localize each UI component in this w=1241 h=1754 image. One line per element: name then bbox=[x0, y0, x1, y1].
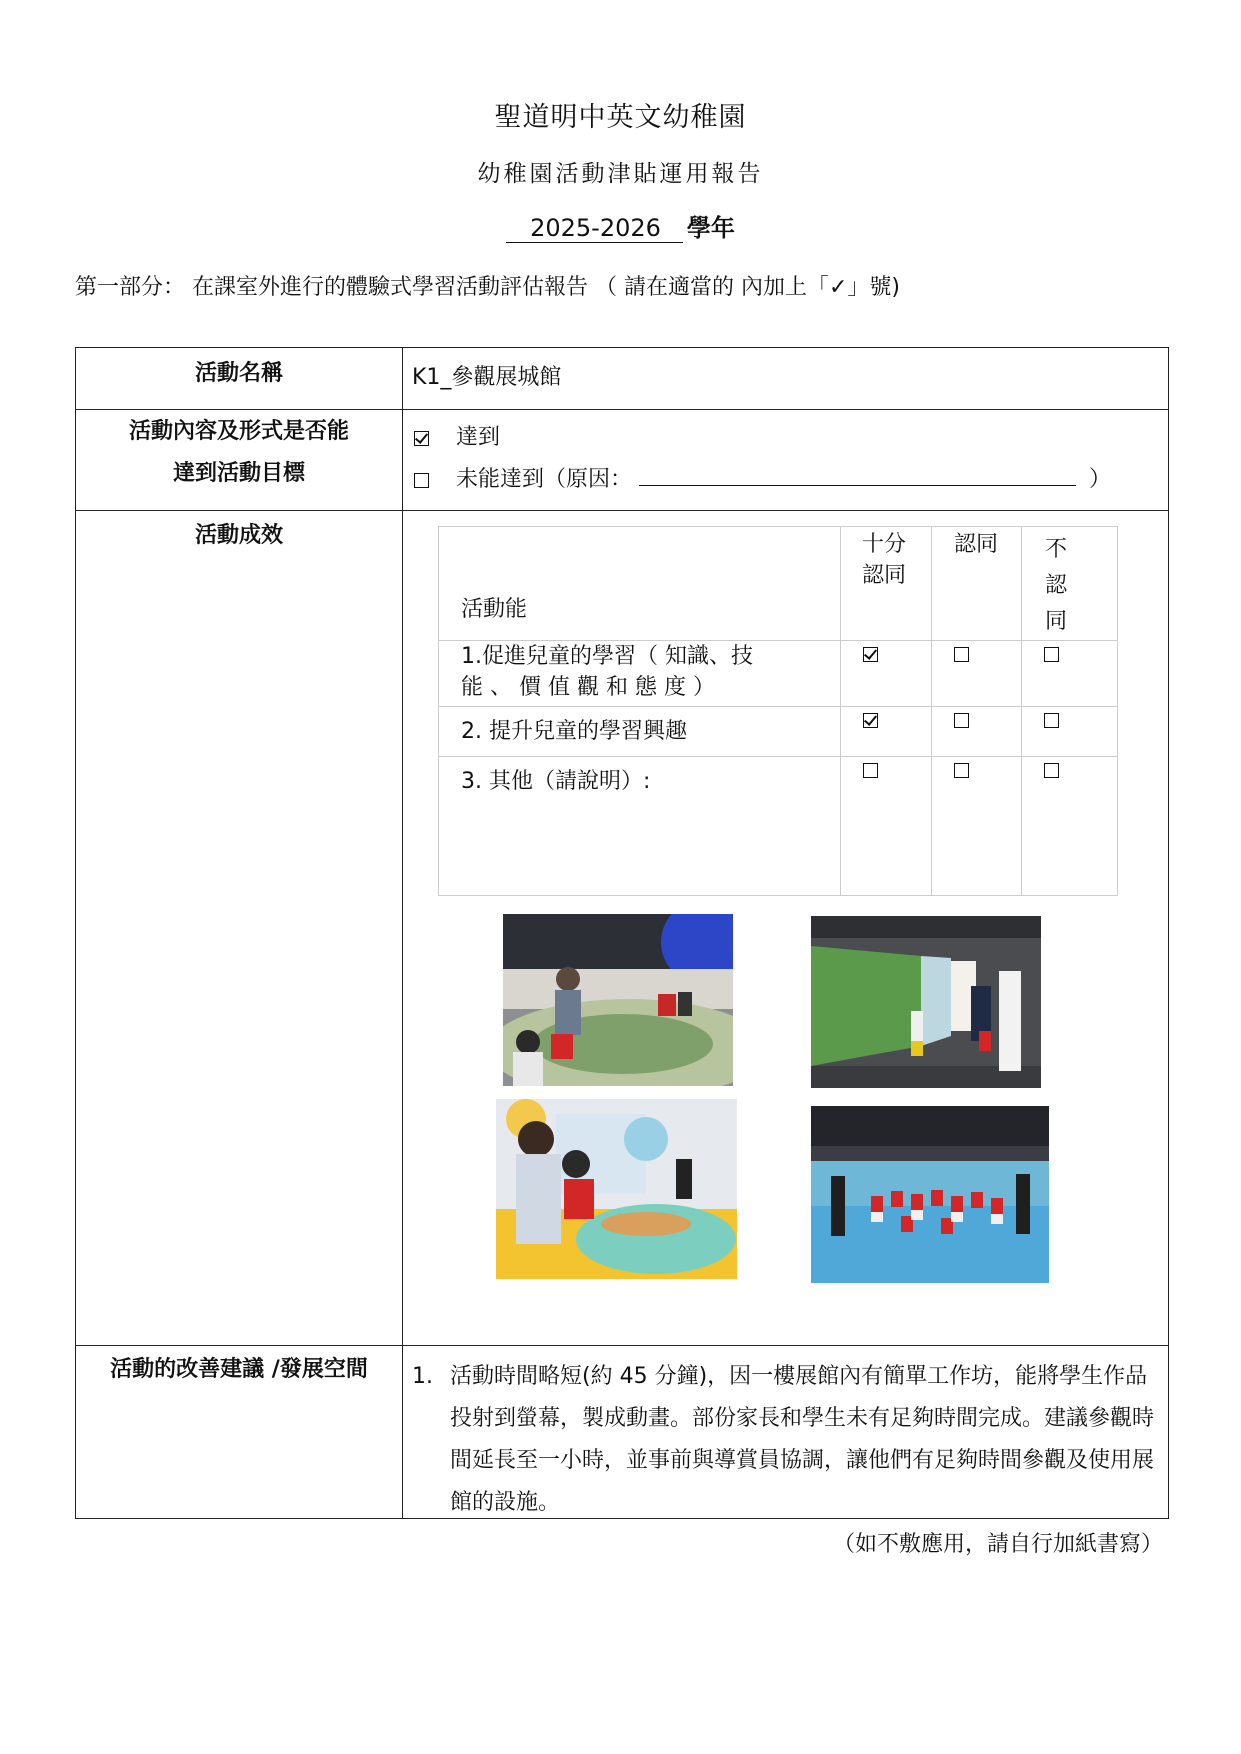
report-title: 幼稚園活動津貼運用報告 bbox=[477, 161, 764, 187]
row-divider bbox=[76, 510, 1168, 511]
reason-field[interactable] bbox=[639, 465, 1076, 486]
table-head-agree: 認同 bbox=[953, 532, 998, 557]
form-divider bbox=[402, 348, 403, 1518]
table-row-divider bbox=[439, 756, 1117, 757]
school-name: 聖道明中英文幼稚園 bbox=[494, 102, 747, 133]
row2-disagree-checkbox[interactable] bbox=[1044, 713, 1059, 728]
suggest-label: 活動的改善建議 /發展空間 bbox=[110, 1357, 368, 1382]
row3-strongly-agree-checkbox[interactable] bbox=[863, 763, 878, 778]
museum-group-photo bbox=[811, 1106, 1049, 1283]
effect-table bbox=[438, 526, 1118, 896]
row1-strongly-agree-checkbox[interactable] bbox=[863, 647, 878, 662]
table-row-2-text: 2. 提升兒童的學習興趣 bbox=[461, 719, 687, 744]
row2-agree-checkbox[interactable] bbox=[954, 713, 969, 728]
row-divider bbox=[76, 409, 1168, 410]
museum-model-city-photo bbox=[496, 1099, 737, 1279]
row1-agree-checkbox[interactable] bbox=[954, 647, 969, 662]
not-achieved-close: ） bbox=[1089, 467, 1112, 492]
school-year bbox=[0, 208, 1241, 243]
not-achieved-checkbox[interactable] bbox=[414, 473, 429, 488]
achieved-label: 達到 bbox=[456, 425, 501, 450]
museum-map-table-photo bbox=[503, 914, 733, 1086]
part1-heading: 第一部分： 在課室外進行的體驗式學習活動評估報告 （ 請在適當的 內加上「✓」號) bbox=[75, 275, 900, 300]
school-year-label: 學年 bbox=[686, 214, 735, 242]
effect-label: 活動成效 bbox=[194, 523, 283, 548]
row1-disagree-checkbox[interactable] bbox=[1044, 647, 1059, 662]
achieved-option[interactable] bbox=[414, 420, 500, 451]
table-row-3-text: 3. 其他（請說明）: bbox=[461, 769, 651, 794]
school-year-value: 2025-2026 bbox=[506, 214, 683, 243]
suggestion-number: 1. bbox=[412, 1364, 433, 1389]
achieved-checkbox[interactable] bbox=[414, 431, 429, 446]
row3-disagree-checkbox[interactable] bbox=[1044, 763, 1059, 778]
row3-agree-checkbox[interactable] bbox=[954, 763, 969, 778]
table-head-disagree: 不 認 同 bbox=[1044, 537, 1067, 634]
table-head-strongly-agree: 十分 認同 bbox=[861, 532, 906, 588]
table-head-item: 活動能 bbox=[461, 597, 528, 622]
not-achieved-option[interactable] bbox=[414, 462, 1154, 493]
not-achieved-label: 未能達到（原因： bbox=[456, 467, 633, 492]
table-row-1-text: 1.促進兒童的學習（ 知識、技 能 、 價 值 觀 和 態 度 ） bbox=[461, 644, 753, 700]
row-divider bbox=[76, 1345, 1168, 1346]
museum-screen-wall-photo bbox=[811, 916, 1041, 1088]
objective-label-line2: 達到活動目標 bbox=[172, 461, 305, 486]
footnote: （如不敷應用，請自行加紙書寫） bbox=[832, 1532, 1163, 1557]
activity-name-value: K1_參觀展城館 bbox=[412, 365, 562, 390]
table-row-divider bbox=[439, 706, 1117, 707]
suggestion-text: 活動時間略短(約 45 分鐘)，因一樓展館內有簡單工作坊，能將學生作品投射到螢幕，製成動畫。部份家長和學生未有足夠時間完成。建議參觀時間延長至一小時，並事前與導賞員協調，讓他們有足夠時間參觀及使用展館的設施。 bbox=[450, 1364, 1155, 1515]
row2-strongly-agree-checkbox[interactable] bbox=[863, 713, 878, 728]
objective-label-line1: 活動內容及形式是否能 bbox=[128, 419, 349, 444]
table-col-divider bbox=[931, 527, 932, 895]
table-col-divider bbox=[840, 527, 841, 895]
activity-name-label: 活動名稱 bbox=[194, 361, 283, 386]
